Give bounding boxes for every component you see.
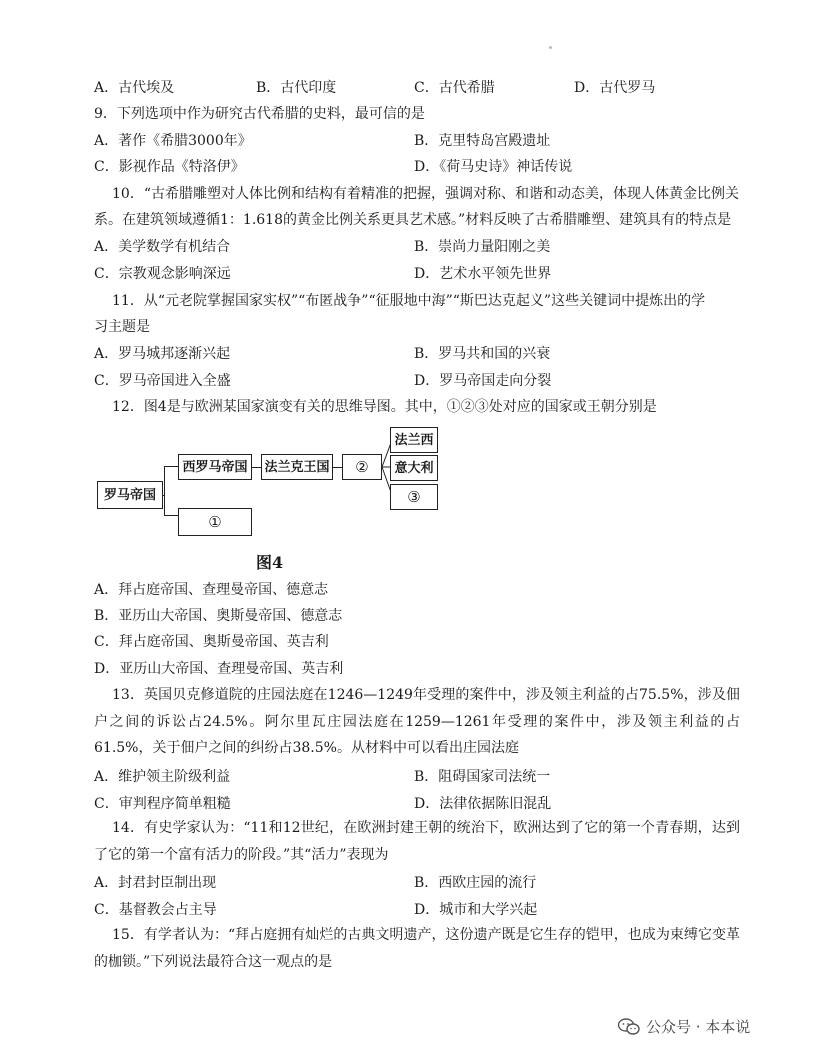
q8-option-a: A．古代埃及 <box>94 80 175 96</box>
q8-option-b: B．古代印度 <box>256 80 337 96</box>
q9-option-a: A．著作《希腊3000年》 <box>94 133 252 149</box>
q9-option-c: C．影视作品《特洛伊》 <box>94 159 245 175</box>
q14-option-b: B．西欧庄园的流行 <box>414 875 537 891</box>
connector <box>164 515 178 516</box>
node-blank-3: ③ <box>390 484 438 510</box>
q14-option-a: A．封君封臣制出现 <box>94 875 217 891</box>
q13-stem: 13．英国贝克修道院的庄园法庭在1246—1249年受理的案件中，涉及领主利益的占75.5%，涉及佃户之间的诉讼占24.5%。阿尔里瓦庄园法庭在1259—1261年受理的案件中，涉及领主利益的占61.5%，关于佃户之间的纠纷占38.5%。从材料中可以看出庄园法庭 <box>94 687 740 756</box>
node-blank-1: ① <box>178 508 252 536</box>
q10-option-a: A．美学数学有机结合 <box>94 239 231 255</box>
node-italy: 意大利 <box>390 455 438 481</box>
node-france: 法兰西 <box>390 427 438 453</box>
q14-option-d: D．城市和大学兴起 <box>414 902 538 918</box>
q8-option-c: C．古代希腊 <box>414 80 495 96</box>
watermark <box>618 1016 750 1037</box>
q11-option-c: C．罗马帝国进入全盛 <box>94 373 231 389</box>
q11-stem-line2: 习主题是 <box>94 319 150 335</box>
q11-option-b: B．罗马共和国的兴衰 <box>414 346 551 362</box>
q13-option-b: B．阻碍国家司法统一 <box>414 769 551 785</box>
connector <box>164 466 178 467</box>
connector <box>163 495 164 496</box>
connector <box>164 466 165 515</box>
node-roman-empire: 罗马帝国 <box>97 481 163 509</box>
node-frankish-kingdom: 法兰克王国 <box>261 454 333 480</box>
q9-option-d: D．《荷马史诗》神话传说 <box>414 159 573 175</box>
q11-stem-line1: 11．从“元老院掌握国家实权”“布匿战争”“征服地中海”“斯巴达克起义”这些关键词中提炼出的学 <box>112 293 706 309</box>
q13-option-d: D．法律依据陈旧混乱 <box>414 796 552 812</box>
node-western-roman-empire: 西罗马帝国 <box>178 454 252 480</box>
q11-option-a: A．罗马城邦逐渐兴起 <box>94 346 231 362</box>
q12-option-a: A．拜占庭帝国、查理曼帝国、德意志 <box>94 582 329 598</box>
q11-option-d: D．罗马帝国走向分裂 <box>414 373 552 389</box>
q10-stem-line1: 10．“古希腊雕塑对人体比例和结构有着精准的把握，强调对称、和谐和动态美，体现人体黄金比例关 <box>112 186 739 202</box>
q14-stem: 14．有史学家认为：“11和12世纪，在欧洲封建王朝的统治下，欧洲达到了它的第一个青春期，达到了它的第一个富有活力的阶段。”其“活力”表现为 <box>94 820 740 863</box>
q15-stem: 15．有学者认为：“拜占庭拥有灿烂的古典文明遗产，这份遗产既是它生存的铠甲，也成为束缚它变革的枷锁。”下列说法最符合这一观点的是 <box>94 927 740 970</box>
q12-option-c: C．拜占庭帝国、奥斯曼帝国、英吉利 <box>94 634 329 650</box>
watermark-text: 公众号 · 本本说 <box>646 1018 751 1036</box>
q9-option-b: B．克里特岛宫殿遗址 <box>414 133 551 149</box>
q13-option-a: A．维护领主阶级利益 <box>94 769 231 785</box>
scan-speck <box>549 46 552 49</box>
q12-option-b: B．亚历山大帝国、奥斯曼帝国、德意志 <box>94 608 343 624</box>
wechat-icon <box>618 1018 640 1036</box>
q12-stem: 12．图4是与欧洲某国家演变有关的思维导图。其中，①②③处对应的国家或王朝分别是 <box>112 399 657 415</box>
q10-option-b: B．崇尚力量阳刚之美 <box>414 239 551 255</box>
connector <box>333 467 342 468</box>
q12-option-d: D．亚历山大帝国、查理曼帝国、英吉利 <box>94 661 344 677</box>
connector <box>252 467 261 468</box>
q10-stem-line2: 系。在建筑领域遵循1：1.618的黄金比例关系更具艺术感。”材料反映了古希腊雕塑、建筑具有的特点是 <box>94 212 732 228</box>
q8-option-d: D．古代罗马 <box>574 80 656 96</box>
q13-option-c: C．审判程序简单粗糙 <box>94 796 231 812</box>
q10-option-d: D．艺术水平领先世界 <box>414 266 552 282</box>
figure-caption: 图4 <box>256 553 284 572</box>
q9-stem: 9．下列选项中作为研究古代希腊的史料，最可信的是 <box>94 106 425 122</box>
q14-option-c: C．基督教会占主导 <box>94 902 217 918</box>
node-blank-2: ② <box>342 454 382 480</box>
q10-option-c: C．宗教观念影响深远 <box>94 266 231 282</box>
